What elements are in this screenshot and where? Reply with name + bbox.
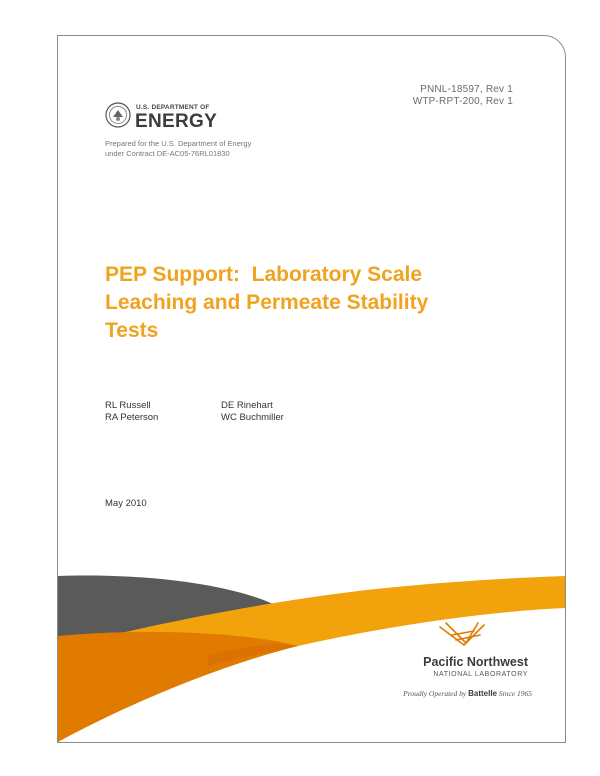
doe-logo-big-text: ENERGY — [135, 111, 218, 132]
author-name: RA Peterson — [105, 412, 159, 423]
report-numbers — [413, 84, 513, 108]
contract-note-line1: Prepared for the U.S. Department of Energy — [105, 139, 252, 148]
report-title-line1: PEP Support: Laboratory Scale — [105, 263, 423, 286]
doe-seal-icon — [105, 102, 131, 128]
doe-logo-small-text: U.S. DEPARTMENT OF — [136, 104, 210, 111]
author-name: RL Russell — [105, 400, 151, 411]
report-title-line3: Tests — [105, 319, 159, 342]
pnnl-logo-mark-icon — [438, 621, 488, 651]
report-number-pnnl: PNNL-18597, Rev 1 — [420, 84, 513, 95]
contract-note — [105, 139, 251, 158]
tagline-suffix: Since 1965 — [497, 689, 532, 698]
report-number-wtp: WTP-RPT-200, Rev 1 — [412, 96, 513, 107]
pnnl-name: Pacific Northwest — [423, 655, 528, 669]
report-title — [105, 261, 505, 345]
decorative-swoosh — [58, 536, 565, 742]
authors-column-1 — [105, 400, 158, 424]
report-cover — [57, 35, 566, 743]
publication-date: May 2010 — [105, 498, 147, 509]
contract-note-line2: under Contract DE-AC05-76RL01830 — [105, 148, 230, 158]
pnnl-subtitle: NATIONAL LABORATORY — [433, 671, 528, 678]
author-name: WC Buchmiller — [221, 412, 284, 423]
battelle-wordmark: Battelle — [468, 689, 497, 698]
report-title-line2: Leaching and Permeate Stability — [105, 291, 429, 314]
pnnl-tagline — [318, 689, 532, 698]
authors-column-2 — [221, 400, 284, 424]
author-name: DE Rinehart — [221, 400, 273, 411]
doe-logo — [105, 102, 285, 132]
tagline-prefix: Proudly Operated by — [403, 689, 469, 698]
